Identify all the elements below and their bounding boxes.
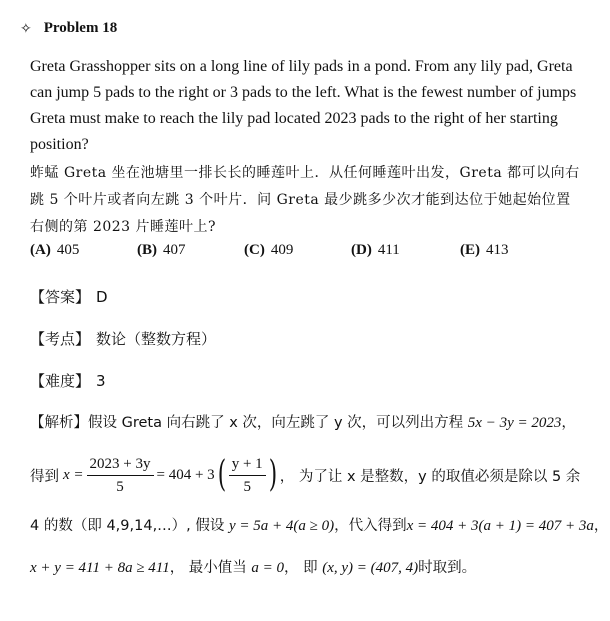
equation: x + y = 411 + 8a ≥ 411 [30,560,170,576]
solution-text: ，代入得到 [334,518,407,534]
solution-text: ， 为了让 x 是整数，y 的取值必须是除以 5 余 [279,468,581,485]
solution-text: ， 即 [284,560,318,576]
choice-d [351,242,400,259]
answer-row [30,286,108,307]
punctuation: ， [593,518,609,534]
left-paren: ( [217,454,226,495]
choice-e [460,242,509,259]
solution-line-1 [30,411,576,432]
solution-text: 4 的数（即 4,9,14,…）, 假设 [30,518,225,534]
answer-key: 【答案】 [30,288,91,306]
equation: a = 0 [251,560,285,576]
solution-text: 时取到。 [418,560,477,576]
choice-value: 409 [270,242,294,258]
difficulty-row [30,370,106,391]
equation: y = 5a + 4(a ≥ 0) [229,518,335,534]
equation: 5x − 3y = 2023 [467,415,562,431]
difficulty-key: 【难度】 [30,372,91,390]
topic-key: 【考点】 [30,330,91,348]
diamond-outline-icon: ✧ [20,20,32,37]
choice-value: 413 [486,242,509,258]
choice-b [137,242,186,259]
right-paren: ) [268,454,277,495]
problem-statement-chinese: 蚱蜢 Greta 坐在池塘里一排长长的睡莲叶上．从任何睡莲叶出发，Greta 都可以向右跳 5 个叶片或者向左跳 3 个叶片．问 Greta 最少跳多少次才能到达位于她起始位置右侧的第 2023 片睡莲叶上? [30,165,580,235]
punctuation: ， [561,415,576,431]
fraction-numerator: 2023 + 3y [87,455,154,476]
answer-choices [30,242,590,264]
solution-line-2 [30,452,580,498]
answer-value: D [96,288,108,306]
choice-value: 405 [56,242,80,258]
solution-text: 得到 [30,468,59,485]
problem-header [20,20,117,37]
choice-label: (C) [244,242,265,258]
solution-line-3 [30,514,608,535]
topic-value: 数论（整数方程） [96,330,217,348]
solution-line-4 [30,556,476,577]
solution-key: 【解析】 [30,415,88,431]
fraction-numerator: y + 1 [229,455,266,476]
choice-label: (A) [30,242,51,258]
fraction-denominator: 5 [243,478,251,495]
fraction [87,455,154,496]
difficulty-value: 3 [96,372,106,390]
choice-label: (E) [460,242,480,258]
equation: x = 404 + 3(a + 1) = 407 + 3a [406,518,594,534]
choice-value: 407 [163,242,186,258]
choice-label: (B) [137,242,157,258]
solution-text: ， 最小值当 [169,560,247,576]
choice-label: (D) [351,242,372,258]
problem-statement-english: Greta Grasshopper sits on a long line of lily pads in a pond. From any lily pad, Greta can jump 5 pads to the right or 3 pads to the left. What is the fewest number of jumps Greta must make to reach the lily pad located 2023 pads to the right of her starting position? [30,58,577,153]
fraction-denominator: 5 [116,478,124,495]
inner-fraction [229,455,266,496]
equation: (x, y) = (407, 4) [322,560,419,576]
equation-lhs: x = [63,466,84,483]
choice-c [244,242,293,259]
choice-value: 411 [377,242,400,258]
equation-mid: = 404 + 3 [156,466,215,483]
solution-text: 假设 Greta 向右跳了 x 次，向左跳了 y 次，可以列出方程 [88,415,464,431]
choice-a [30,242,79,259]
problem-title: Problem 18 [43,20,118,36]
topic-row [30,328,216,349]
